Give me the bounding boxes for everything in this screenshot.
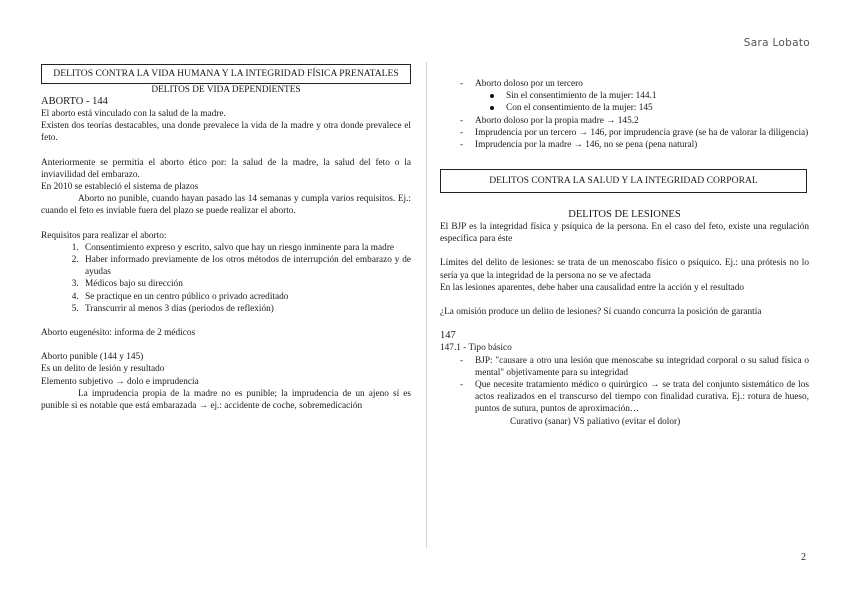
list-item: 2. Haber informado previamente de los otros métodos de interrupción del embarazo y de ayudas <box>81 254 411 278</box>
paragraph: Límites del delito de lesiones: se trata de un menoscabo físico o psíquico. Ej.: una prótesis no lo sería ya que la integridad de la persona no se ve afectada <box>440 258 809 281</box>
column-divider <box>426 62 427 548</box>
dash-list <box>440 115 809 152</box>
list-item: - Imprudencia por la madre → 146, no se pena (pena natural) <box>460 139 809 151</box>
list-item: 4. Se practique en un centro público o privado acreditado <box>81 291 411 303</box>
list-item: 3. Médicos bajo su dirección <box>81 278 411 290</box>
paragraph: La imprudencia propia de la madre no es punible; la imprudencia de un ajeno sí es punible si es notable que está embarazada → ej.: accidente de coche, sobremedicación <box>41 388 411 411</box>
list-item-label: Aborto doloso por un tercero <box>475 79 583 89</box>
paragraph: Anteriormente se permitía el aborto ético por: la salud de la madre, la salud del feto o la inviavilidad del embarazo. <box>41 157 411 180</box>
paragraph: Es un delito de lesión y resultado <box>41 364 165 375</box>
list-item: Con el consentimiento de la mujer: 145 <box>490 102 809 114</box>
list-item: 5. Transcurrir al menos 3 días (periodos de reflexión) <box>81 303 411 315</box>
page-number: 2 <box>801 552 806 563</box>
author-name: Sara Lobato <box>743 37 810 49</box>
requisitos-list <box>41 242 411 315</box>
list-item: Sin el consentimiento de la mujer: 144.1 <box>490 90 809 102</box>
article-number: 147 <box>440 330 456 342</box>
bullet-list <box>440 90 809 114</box>
list-item: - Aborto doloso por la propia madre → 145.2 <box>460 115 809 127</box>
paragraph: Elemento subjetivo → dolo e imprudencia <box>41 376 199 387</box>
paragraph: Aborto no punible, cuando hayan pasado las 14 semanas y cumpla varios requisitos. Ej.: cuando el feto es inviable fuera del plazo se puede realizar el aborto. <box>41 194 411 217</box>
paragraph: Existen dos teorías destacables, una donde prevalece la vida de la madre y otra donde prevalece el feto. <box>41 121 411 144</box>
section-title: DELITOS DE VIDA DEPENDIENTES <box>151 84 301 95</box>
paragraph: El aborto está vinculado con la salud de la madre. <box>41 108 226 119</box>
section-title: DELITOS DE LESIONES <box>568 208 681 220</box>
list-item: - BJP: "causare a otro una lesión que menoscabe su integridad corporal o su salud física o mental" objetivamente para su integridad <box>460 355 809 379</box>
article-subtitle: 147.1 - Tipo básico <box>440 343 512 354</box>
left-column <box>41 64 411 412</box>
paragraph: El BJP es la integridad física y psíquica de la persona. En el caso del feto, existe una regulación específica para éste <box>440 221 809 245</box>
requisitos-intro: Requisitos para realizar el aborto: <box>41 230 167 241</box>
list-item: 1. Consentimiento expreso y escrito, salvo que hay un riesgo inminente para la madre <box>81 242 411 254</box>
section-box-title: DELITOS CONTRA LA SALUD Y LA INTEGRIDAD CORPORAL <box>440 169 807 193</box>
list-item: - Que necesite tratamiento médico o quirúrgico → se trata del conjunto sistemático de los actos realizados en el transcurso del tiempo con finalidad curativa. Ej.: rotura de hueso, puntos de sutura, puntos de aproximación… <box>460 379 809 416</box>
paragraph: Curativo (sanar) VS paliativo (evitar el dolor) <box>510 416 681 427</box>
dash-list <box>440 355 809 416</box>
right-column <box>440 78 809 428</box>
list-item: - Imprudencia por un tercero → 146, por imprudencia grave (se ha de valorar la diligencia) <box>460 127 809 139</box>
paragraph: En 2010 se estableció el sistema de plazos <box>41 181 199 192</box>
section-box-title: DELITOS CONTRA LA VIDA HUMANA Y LA INTEGRIDAD FÍSICA PRENATALES <box>41 64 411 84</box>
list-item <box>460 78 809 90</box>
paragraph: ¿La omisión produce un delito de lesiones? Sí cuando concurra la posición de garantía <box>440 306 762 317</box>
aborto-heading: ABORTO - 144 <box>41 95 108 107</box>
dash-list <box>440 78 809 90</box>
paragraph: Aborto eugenésito: informa de 2 médicos <box>41 327 196 338</box>
paragraph: Aborto punible (144 y 145) <box>41 352 144 363</box>
paragraph: En las lesiones aparentes, debe haber una causalidad entre la acción y el resultado <box>440 282 745 293</box>
